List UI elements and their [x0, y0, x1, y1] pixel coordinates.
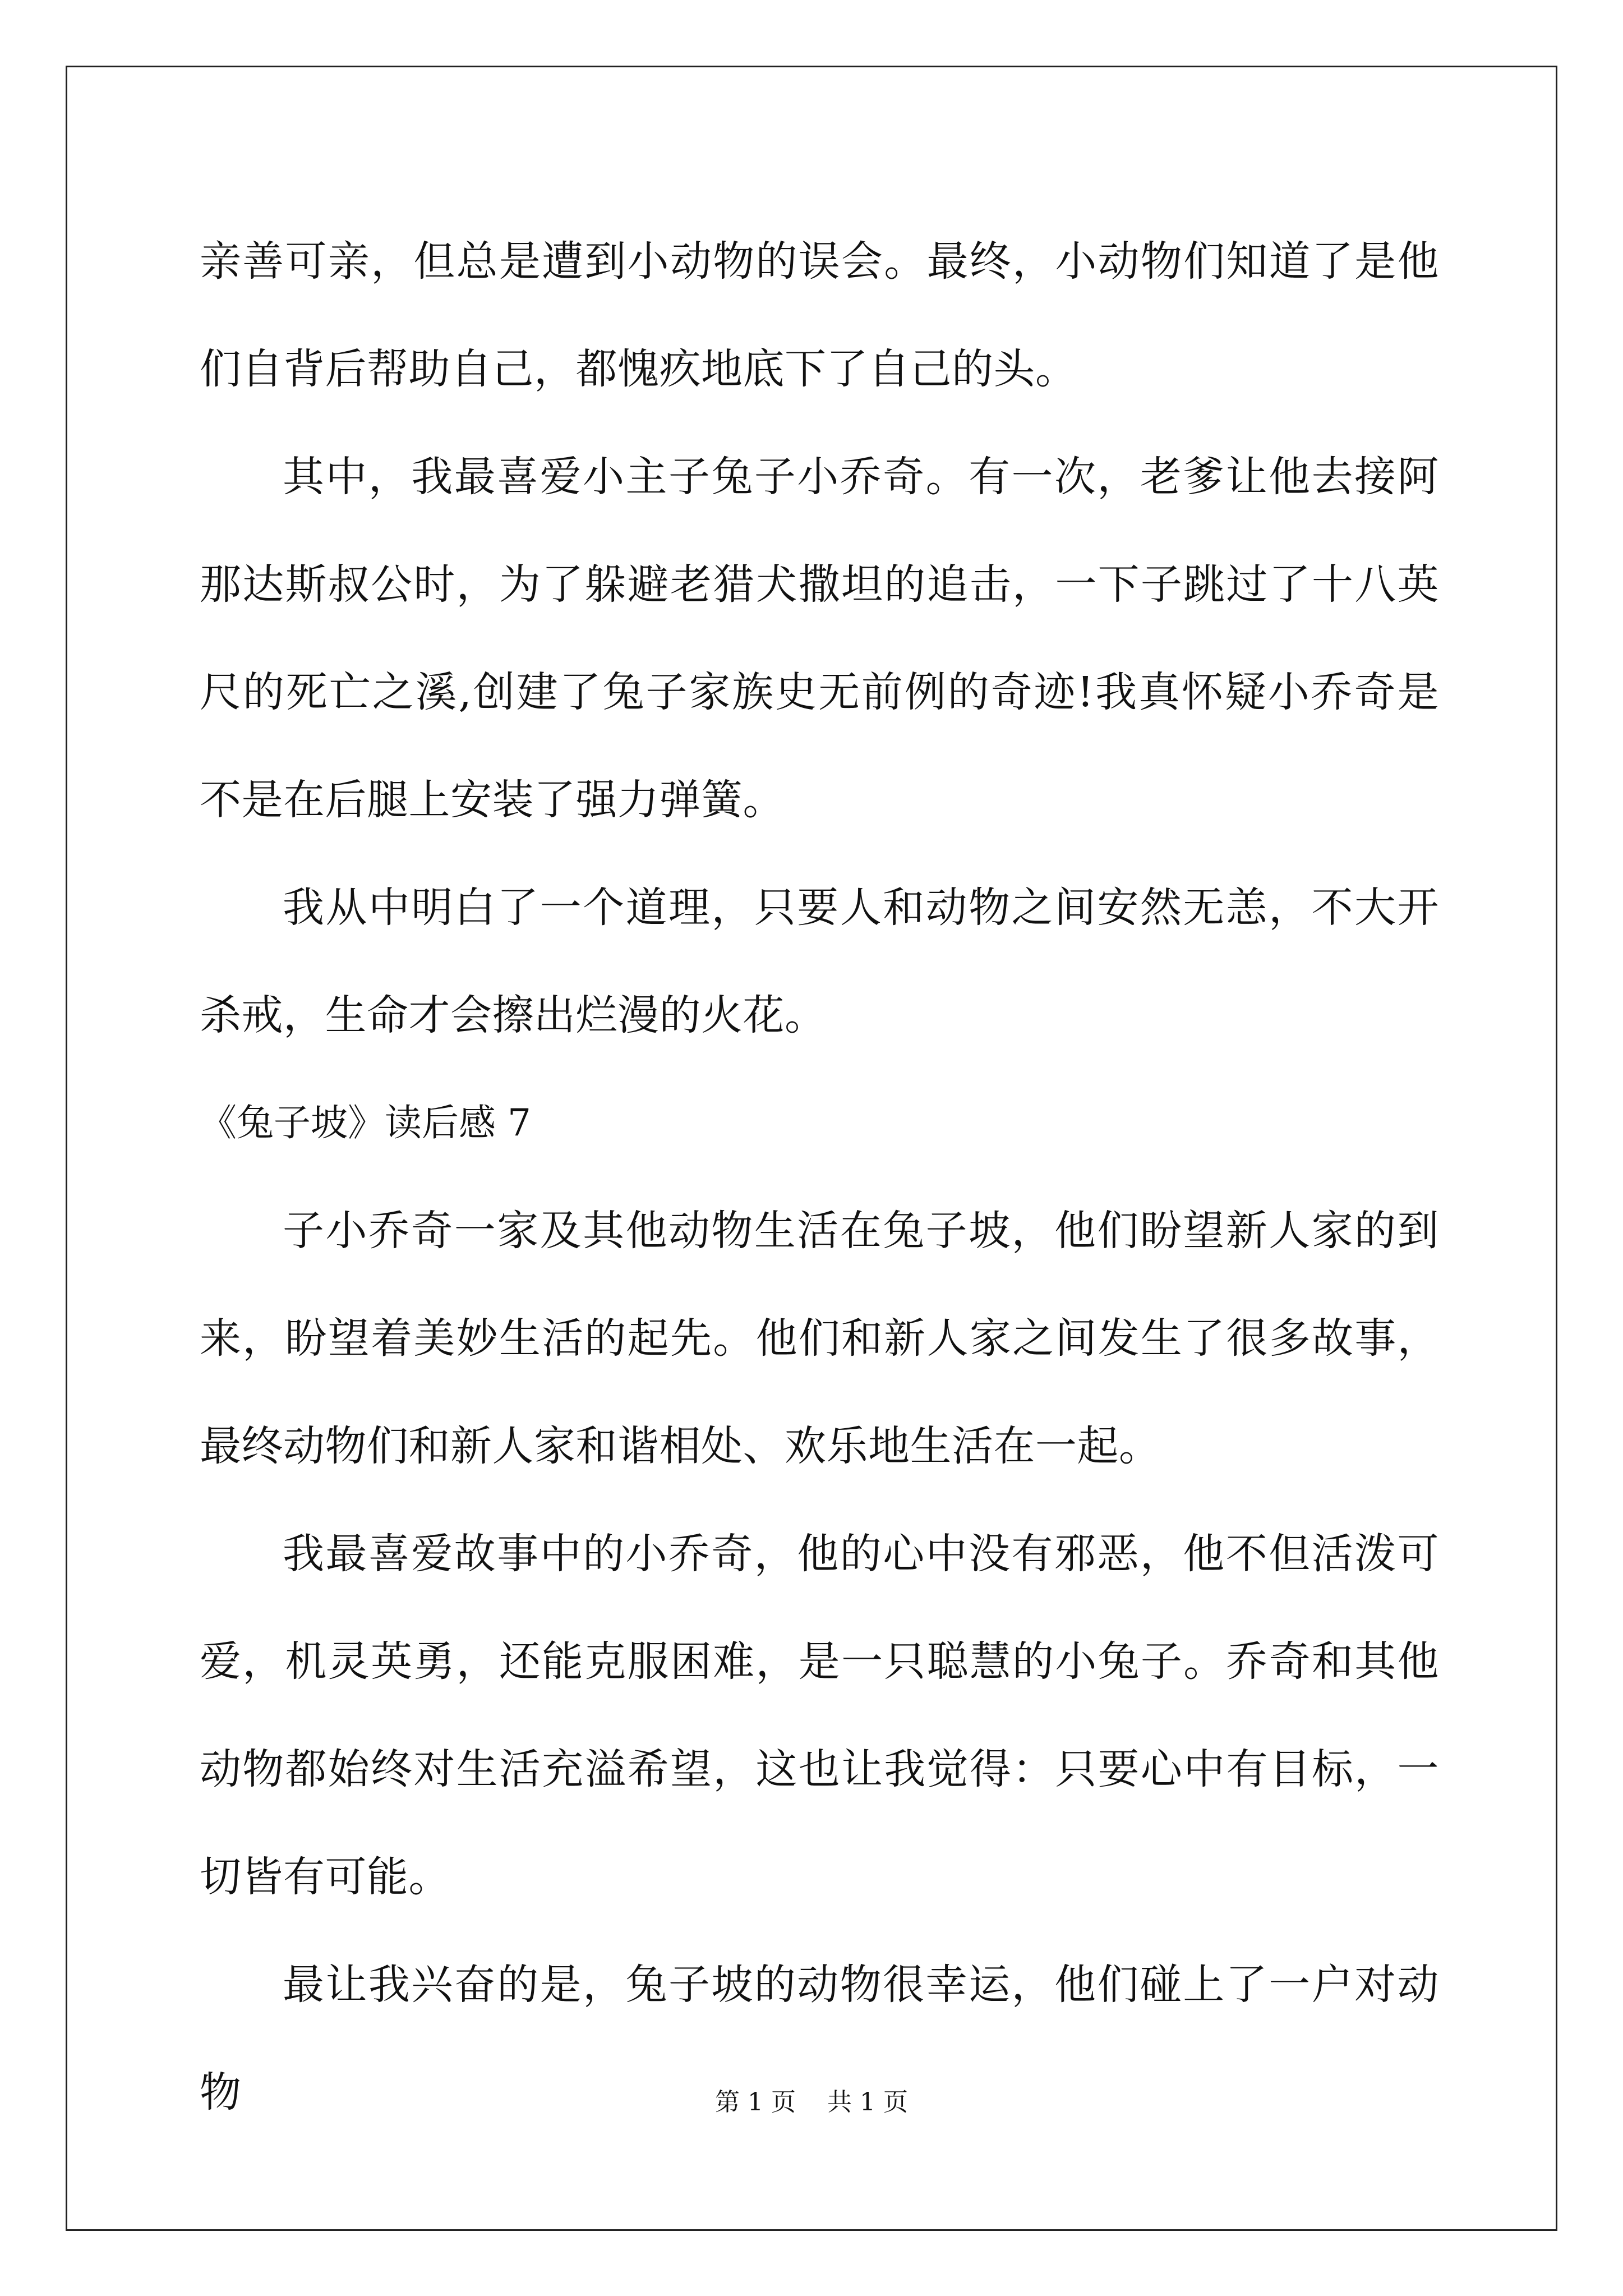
- section-heading: 《兔子坡》读后感 7: [200, 1101, 531, 1144]
- paragraph-2: 其中，我最喜爱小主子兔子小乔奇。有一次，老爹让他去接阿那达斯叔公时，为了躲避老猎犬撒坦的追击，一下子跳过了十八英尺的死亡之溪,创建了兔子家族史无前例的奇迹!我真怀疑小乔奇是不是在后腿上安装了强力弹簧。: [200, 453, 1439, 824]
- page-number: 第 1 页: [715, 2088, 796, 2116]
- paragraph-3: 我从中明白了一个道理，只要人和动物之间安然无恙，不大开杀戒，生命才会擦出烂漫的火花。: [200, 884, 1439, 1039]
- paragraph-4: 子小乔奇一家及其他动物生活在兔子坡，他们盼望新人家的到来，盼望着美妙生活的起先。他们和新人家之间发生了很多故事，最终动物们和新人家和谐相处、欢乐地生活在一起。: [200, 1207, 1439, 1470]
- page-total: 共 1 页: [827, 2088, 908, 2116]
- document-body: [200, 208, 1439, 2146]
- page-footer: [0, 2086, 1623, 2119]
- paragraph-5: 我最喜爱故事中的小乔奇，他的心中没有邪恶，他不但活泼可爱，机灵英勇，还能克服困难，是一只聪慧的小兔子。乔奇和其他动物都始终对生活充溢希望，这也让我觉得：只要心中有目标，一切皆有可能。: [200, 1530, 1439, 1901]
- paragraph-6: 最让我兴奋的是，兔子坡的动物很幸运，他们碰上了一户对动物: [200, 1961, 1439, 2116]
- paragraph-1: 亲善可亲，但总是遭到小动物的误会。最终，小动物们知道了是他们自背后帮助自己，都愧疚地底下了自己的头。: [200, 237, 1439, 393]
